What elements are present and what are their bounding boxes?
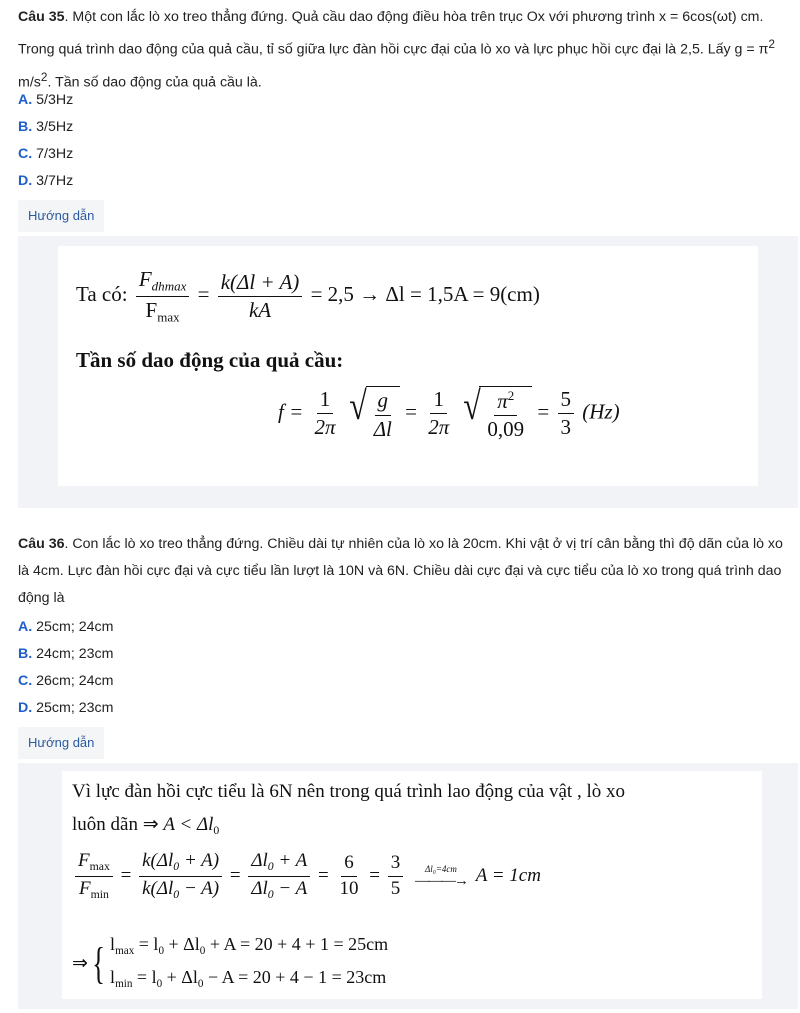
q36-solution-line2: luôn dãn ⇒ $A < \Delta l_0$ [72,814,220,838]
q36-lmin-line: $l_{min} = l_0 + \Delta l_0 - A = 20 + 4 - 1 = 23cm$ [110,966,387,990]
q36-solution-line1: Vì lực đàn hồi cực tiểu là 6N nên trong quá trình lao động của vật , lò xo [72,781,625,802]
q35-ratio-equation: Ta có: $\frac{F_{dhmax}}{F_{max}}$ = $\frac{k(\Delta l + A)}{kA}$ = 2,5 → Δl = 1,5A = 9(cm) [76,267,540,325]
q36-option-b[interactable]: B. 24cm; 23cm [18,646,114,662]
q36-hint-toggle[interactable]: Hướng dẫn [18,727,104,759]
q36-solution-panel [18,763,798,1009]
question-35-text: Câu 35. Một con lắc lò xo treo thẳng đứng. Quả cầu dao động điều hòa trên trục Ox với phương trình x = 6cos(ωt) cm. Trong quá trình dao động của quả cầu, tỉ số giữa lực đàn hồi cực đại của lò xo và lực phục hồi cực đại là 2,5. Lấy $g = \pi^2$ $m/s^2$. Tần số dao động của quả cầu là. [18,9,775,91]
question-36-text: Câu 36. Con lắc lò xo treo thẳng đứng. Chiều dài tự nhiên của lò xo là 20cm. Khi vật ở vị trí cân bằng thì độ dãn của lò xo là 4cm. Lực đàn hồi cực đại và cực tiểu lần lượt là 10N và 6N. Chiều dài cực đại và cực tiểu của lò xo trong quá trình dao động là [18,536,783,606]
q36-solution-image [62,771,762,999]
question-36-label: Câu 36 [18,536,65,552]
q35-frequency-equation: f = $\frac{1}{2\pi}$ √ $\frac{g}{\Delta l}$ = $\frac{1}{2\pi}$ √ $\frac{\pi^2}{0,09}$ = $\frac{5}{3}$ (Hz) [278,383,620,441]
q36-option-c[interactable]: C. 26cm; 24cm [18,673,114,689]
q36-length-system: ⇒ { $l_{max} = l_0 + \Delta l_0 + A = 20 + 4 + 1 = 25cm$ $l_{min} = l_0 + \Delta l_0 - A = 20 + 4 - 1 = 23cm$ [72,931,388,997]
question-35-label: Câu 35 [18,9,65,25]
q35-solution-panel [18,236,798,508]
q35-option-a[interactable]: A. 5/3Hz [18,92,74,108]
q35-solution-image [58,246,758,486]
q36-implication-arrow: Δl₀=4cm ———→ [414,863,467,889]
q35-frequency-heading: Tần số dao động của quả cầu: [76,348,344,372]
q36-lmax-line: $l_{max} = l_0 + \Delta l_0 + A = 20 + 4 + 1 = 25cm$ [110,934,389,957]
q35-option-b[interactable]: B. 3/5Hz [18,119,74,135]
q36-option-a[interactable]: A. 25cm; 24cm [18,619,114,635]
q35-option-c[interactable]: C. 7/3Hz [18,146,74,162]
q35-option-d[interactable]: D. 3/7Hz [18,173,74,189]
q36-option-d[interactable]: D. 25cm; 23cm [18,700,114,716]
q35-hint-toggle[interactable]: Hướng dẫn [18,200,104,232]
q36-ratio-equation: $\frac{F_{max}}{F_{min}}$ = $\frac{k(\Delta l_0 + A)}{k(\Delta l_0 - A)}$ = $\frac{\Delta l_0 + A}{\Delta l_0 - A}$ = $\frac{6}{10}$ = $\frac{3}{5}$ Δl₀=4cm ———→ A = 1cm [72,851,541,902]
